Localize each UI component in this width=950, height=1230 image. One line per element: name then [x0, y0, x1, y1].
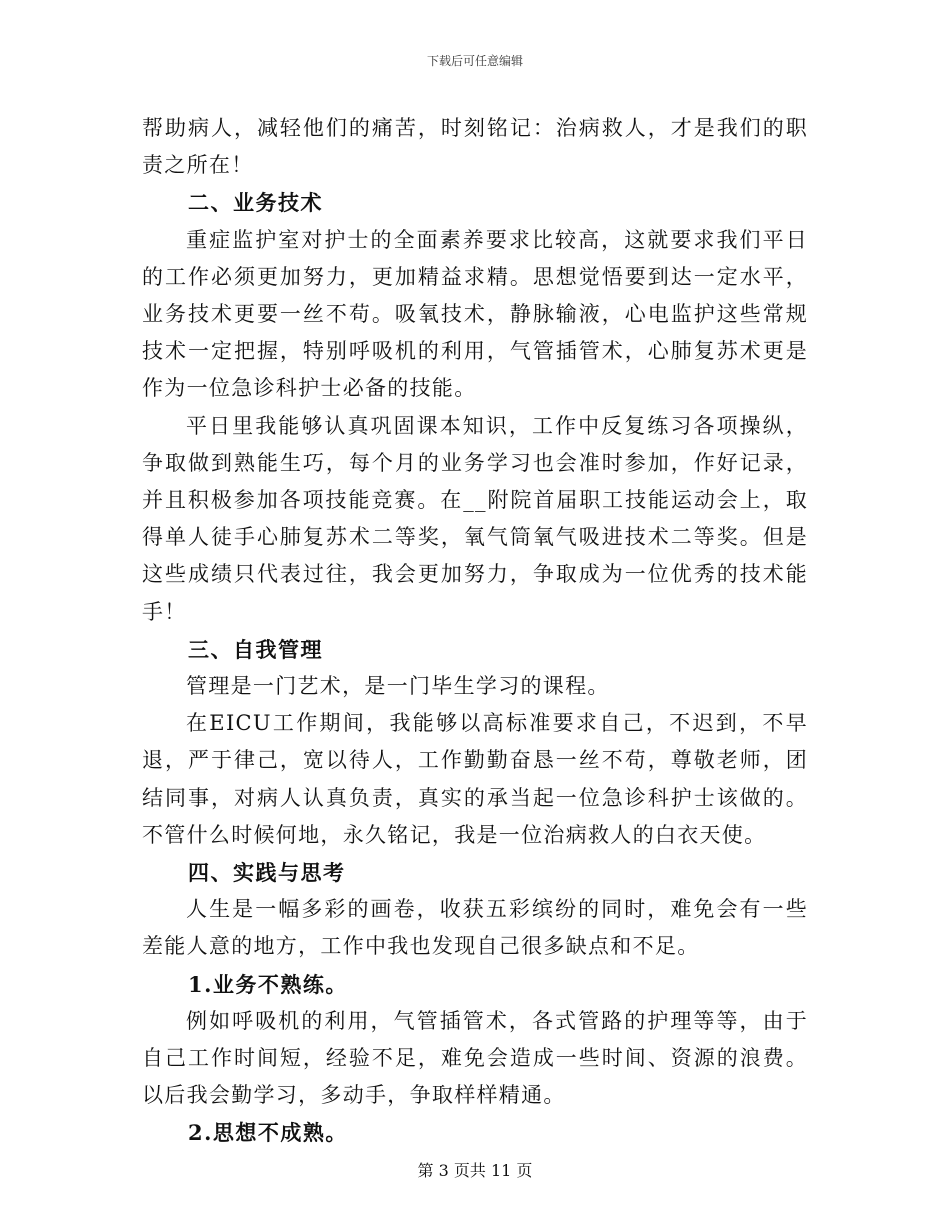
paragraph: 人生是一幅多彩的画卷，收获五彩缤纷的同时，难免会有一些差能人意的地方，工作中我也发现自己很多缺点和不足。: [142, 897, 808, 959]
page-header: 下载后可任意编辑: [426, 54, 523, 68]
subsection-heading: 1.业务不熟练。: [188, 971, 348, 997]
paragraph: 管理是一门艺术，是一门毕生学习的课程。: [186, 674, 610, 699]
section-heading: 四、实践与思考: [188, 860, 346, 886]
section-heading: 三、自我管理: [188, 636, 323, 662]
paragraph: 帮助病人，减轻他们的痛苦，时刻铭记：治病救人，才是我们的职责之所在！: [142, 116, 808, 178]
paragraph: 在EICU工作期间，我能够以高标准要求自己，不迟到，不早退，严于律己，宽以待人，工作勤勤奋恳一丝不苟，尊敬老师，团结同事，对病人认真负责，真实的承当起一位急诊科护士该做的。不管什么时候何地，永久铭记，我是一位治病救人的白衣天使。: [142, 711, 808, 847]
document-body: [142, 110, 808, 1152]
subsection-heading: 2.思想不成熟。: [188, 1120, 348, 1146]
page-number: 第 3 页共 11 页: [417, 1161, 533, 1180]
paragraph: 重症监护室对护士的全面素养要求比较高，这就要求我们平日的工作必须更加努力，更加精益求精。思想觉悟要到达一定水平，业务技术更要一丝不苟。吸氧技术，静脉输液，心电监护这些常规技术一定把握，特别呼吸机的利用，气管插管术，心肺复苏术更是作为一位急诊科护士必备的技能。: [142, 227, 808, 401]
section-heading: 二、业务技术: [188, 190, 323, 216]
paragraph: 平日里我能够认真巩固课本知识，工作中反复练习各项操纵，争取做到熟能生巧，每个月的业务学习也会准时参加，作好记录，并且积极参加各项技能竞赛。在__附院首届职工技能运动会上，取得单人徒手心肺复苏术二等奖，氧气筒氧气吸进技术二等奖。但是这些成绩只代表过往，我会更加努力，争取成为一位优秀的技术能手！: [142, 413, 808, 624]
paragraph: 例如呼吸机的利用，气管插管术，各式管路的护理等等，由于自己工作时间短，经验不足，难免会造成一些时间、资源的浪费。以后我会勤学习，多动手，争取样样精通。: [142, 1008, 808, 1108]
